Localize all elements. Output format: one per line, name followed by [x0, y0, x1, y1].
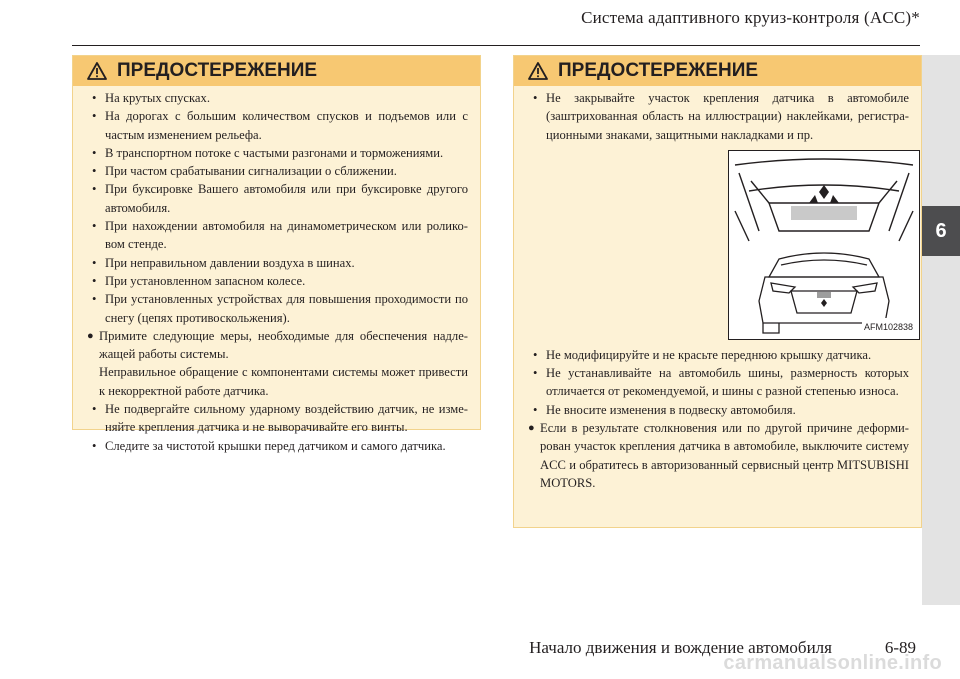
- list-item-text: При буксировке Вашего автомобиля или при буксировке другого автомобиля.: [105, 182, 468, 215]
- list-item: [87, 272, 468, 290]
- warning-heading: ПРЕДОСТЕРЕЖЕНИЕ: [117, 60, 318, 81]
- list-item: [528, 364, 909, 401]
- warning-panel-header: [73, 56, 480, 86]
- bullet-icon: •: [92, 145, 97, 160]
- paragraph-continued: Неправильное обращение с компонентами системы может привести к некорректной работе датчика.: [99, 365, 468, 398]
- warning-panel-header: [514, 56, 921, 86]
- header-rule: [72, 45, 920, 46]
- bullet-icon: •: [92, 273, 97, 288]
- car-front-illustration: [729, 151, 919, 339]
- bullet-icon: •: [533, 402, 538, 417]
- bullet-icon: •: [92, 182, 97, 197]
- bullet-icon: •: [92, 255, 97, 270]
- footer-section-title: Начало движения и вождение автомобиля: [529, 638, 832, 657]
- bullet-icon: •: [92, 402, 97, 417]
- list-item-text: Не устанавливайте на автомобиль шины, размерность которых отличается от рекомендуемой, и шины с разной степенью износа.: [546, 366, 909, 399]
- list-item-text: При частом срабатывании сигнализации о сближении.: [105, 164, 397, 179]
- list-item-text: При установленных устройствах для повышения проходимости по снегу (цепях противоскольжения).: [105, 292, 468, 325]
- list-item-text: Следите за чистотой крышки перед датчиком и самого датчика.: [105, 438, 446, 453]
- list-item: [87, 290, 468, 327]
- list-item-text: На крутых спусках.: [105, 91, 210, 105]
- list-item-text: При нахождении автомобиля на динамометрическом или ролико-вом стенде.: [105, 219, 468, 252]
- list-item: [528, 346, 909, 364]
- bullet-icon: •: [92, 292, 97, 307]
- list-item: [87, 180, 468, 217]
- list-item-text: В транспортном потоке с частыми разгонами и торможениями.: [105, 145, 444, 160]
- sensor-illustration: [728, 150, 920, 340]
- bullet-icon: •: [92, 164, 97, 179]
- list-item-text: На дорогах с большим количеством спусков и подъемов или с частым изменением рельефа.: [105, 109, 468, 142]
- list-item: [87, 400, 468, 437]
- list-item-text: Не подвергайте сильному ударному воздействию датчик, не изме-няйте крепления датчика и не выворачивайте его винты.: [105, 402, 468, 435]
- bullet-icon: •: [533, 91, 538, 105]
- list-item: [528, 401, 909, 419]
- list-item: [87, 254, 468, 272]
- bullet-icon: •: [533, 347, 538, 362]
- list-item: [87, 217, 468, 254]
- bullet-icon: •: [92, 219, 97, 234]
- paragraph-text: Примите следующие меры, необходимые для обеспечения надле-жащей работы системы.: [99, 328, 468, 362]
- warning-body: [73, 86, 480, 455]
- bullet-icon: •: [92, 438, 97, 453]
- warning-triangle-icon: [87, 62, 107, 80]
- list-item: [87, 437, 468, 455]
- list-item-text: Не вносите изменения в подвеску автомобиля.: [546, 402, 796, 417]
- bullet-icon: •: [92, 91, 97, 105]
- bullet-icon: •: [533, 366, 538, 381]
- warning-body: [514, 86, 921, 492]
- page-number: 6-89: [884, 638, 916, 657]
- list-item: [87, 107, 468, 144]
- paragraph: [528, 419, 909, 492]
- side-tab-strip: [922, 55, 960, 605]
- round-bullet-icon: ●: [528, 422, 535, 435]
- list-item: [87, 144, 468, 162]
- bullet-icon: •: [92, 109, 97, 124]
- round-bullet-icon: ●: [87, 329, 94, 342]
- chapter-tab[interactable]: [922, 206, 960, 256]
- paragraph: [87, 327, 468, 364]
- figure-code: AFM102838: [862, 318, 915, 336]
- page-header-title: Система адаптивного круиз-контроля (ACC)*: [581, 8, 920, 27]
- warning-panel-right: [513, 55, 922, 528]
- warning-panel-left: [72, 55, 481, 453]
- list-item-text: Не закрывайте участок крепления датчика в автомобиле (заштрихованная область на иллюстрации) наклейками, регистра-ционными знаками, защитными накладками и пр.: [546, 91, 909, 142]
- warning-triangle-icon: [528, 62, 548, 80]
- list-item-text: При неправильном давлении воздуха в шинах.: [105, 255, 355, 270]
- list-item-text: При установленном запасном колесе.: [105, 273, 306, 288]
- list-item: [528, 89, 909, 144]
- watermark: carmanualsonline.info: [723, 652, 942, 674]
- list-item: [87, 89, 468, 107]
- paragraph-text: Если в результате столкновения или по другой причине деформи-рован участок крепления датчика в автомобиле, выключите систему ACC и обратитесь в авторизованный сервисный центр MITSUBISHI MOTORS.: [540, 421, 909, 490]
- list-item-text: Не модифицируйте и не красьте переднюю крышку датчика.: [546, 347, 872, 362]
- list-item: [87, 162, 468, 180]
- warning-heading: ПРЕДОСТЕРЕЖЕНИЕ: [558, 60, 759, 81]
- chapter-tab-label: 6: [935, 219, 947, 242]
